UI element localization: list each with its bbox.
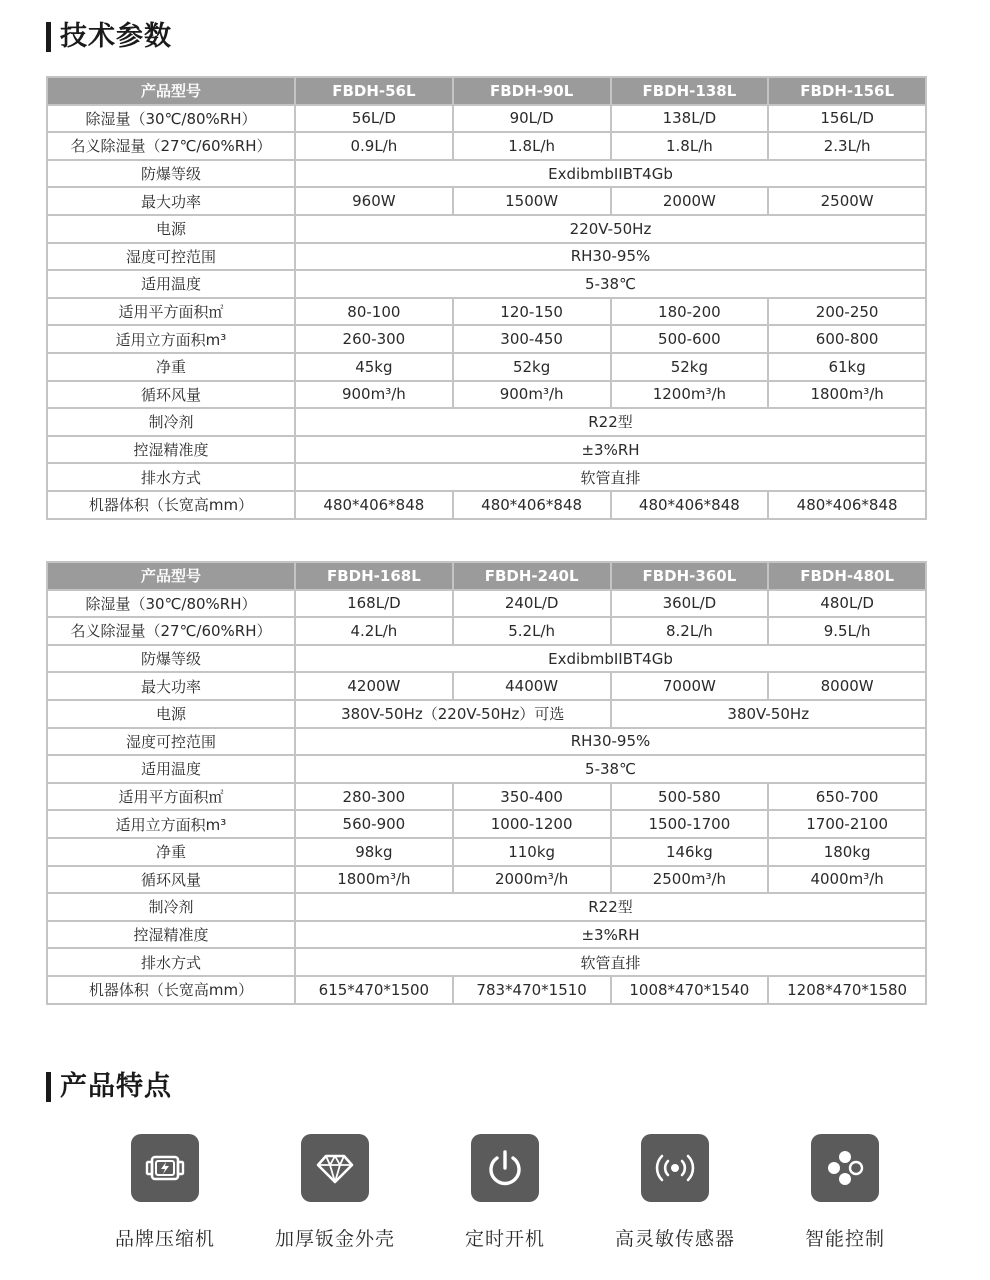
table-cell: 168L/D: [295, 590, 453, 618]
feature-item: [80, 1134, 250, 1251]
table-cell: 8000W: [768, 672, 926, 700]
table-cell: 560-900: [295, 810, 453, 838]
model-header-label: 产品型号: [47, 562, 295, 590]
table-cell: 45kg: [295, 353, 453, 381]
row-label: 净重: [47, 838, 295, 866]
model-header-label: 产品型号: [47, 77, 295, 105]
table-row: [47, 617, 926, 645]
table-cell: 1500W: [453, 187, 611, 215]
table-cell: 1000-1200: [453, 810, 611, 838]
sensor-icon: [641, 1134, 709, 1202]
model-name: FBDH-156L: [768, 77, 926, 105]
table-cell: 4200W: [295, 672, 453, 700]
table-row: [47, 755, 926, 783]
table-cell: 500-580: [611, 783, 769, 811]
table-cell: 2000W: [611, 187, 769, 215]
table-row: [47, 215, 926, 243]
table-row: [47, 270, 926, 298]
table-row: [47, 105, 926, 133]
table-cell: 138L/D: [611, 105, 769, 133]
table-row: [47, 353, 926, 381]
model-name: FBDH-240L: [453, 562, 611, 590]
row-label: 排水方式: [47, 948, 295, 976]
features-section-title: 产品特点: [46, 1072, 172, 1102]
table-cell: 783*470*1510: [453, 976, 611, 1004]
table-cell: 1800m³/h: [768, 381, 926, 409]
table-cell: 500-600: [611, 325, 769, 353]
row-label: 名义除湿量（27℃/60%RH）: [47, 132, 295, 160]
row-label: 防爆等级: [47, 160, 295, 188]
row-label: 制冷剂: [47, 408, 295, 436]
table-row: [47, 838, 926, 866]
table-cell: 1200m³/h: [611, 381, 769, 409]
table-row: [47, 381, 926, 409]
row-label: 电源: [47, 215, 295, 243]
merged-cell: ±3%RH: [295, 436, 926, 464]
table-cell: 1008*470*1540: [611, 976, 769, 1004]
table-cell: 61kg: [768, 353, 926, 381]
table-cell: 0.9L/h: [295, 132, 453, 160]
table-cell: 260-300: [295, 325, 453, 353]
row-label: 湿度可控范围: [47, 728, 295, 756]
feature-label: 加厚钣金外壳: [274, 1228, 395, 1250]
table-cell: 480L/D: [768, 590, 926, 618]
table-cell: 4000m³/h: [768, 866, 926, 894]
table-cell: 1.8L/h: [611, 132, 769, 160]
table-cell: 200-250: [768, 298, 926, 326]
table-cell: 80-100: [295, 298, 453, 326]
table-cell: 600-800: [768, 325, 926, 353]
model-name: FBDH-90L: [453, 77, 611, 105]
table-cell: 1.8L/h: [453, 132, 611, 160]
spec-table-1: [46, 76, 927, 520]
table-cell: 146kg: [611, 838, 769, 866]
table-cell: 240L/D: [453, 590, 611, 618]
table-row: [47, 783, 926, 811]
table-cell: 2000m³/h: [453, 866, 611, 894]
table-row: [47, 187, 926, 215]
model-name: FBDH-360L: [611, 562, 769, 590]
table-cell: 7000W: [611, 672, 769, 700]
row-label: 净重: [47, 353, 295, 381]
table-row: [47, 893, 926, 921]
table-cell: 480*406*848: [453, 491, 611, 519]
row-label: 适用温度: [47, 755, 295, 783]
diamond-icon: [301, 1134, 369, 1202]
table-cell: 5.2L/h: [453, 617, 611, 645]
table-cell: 2.3L/h: [768, 132, 926, 160]
merged-cell: RH30-95%: [295, 728, 926, 756]
table-row: [47, 132, 926, 160]
table-row: [47, 921, 926, 949]
table-cell: 90L/D: [453, 105, 611, 133]
feature-label: 智能控制: [804, 1228, 885, 1250]
row-label: 最大功率: [47, 672, 295, 700]
merged-cell: 220V-50Hz: [295, 215, 926, 243]
table-cell: 300-450: [453, 325, 611, 353]
row-label: 除湿量（30℃/80%RH）: [47, 105, 295, 133]
merged-cell: RH30-95%: [295, 243, 926, 271]
table-cell: 8.2L/h: [611, 617, 769, 645]
table-cell: 480*406*848: [611, 491, 769, 519]
table-row: [47, 436, 926, 464]
feature-label: 品牌压缩机: [114, 1228, 215, 1250]
table-cell: 56L/D: [295, 105, 453, 133]
table-header-row: [47, 562, 926, 590]
row-label: 适用立方面积m³: [47, 810, 295, 838]
table-cell: 120-150: [453, 298, 611, 326]
row-label: 排水方式: [47, 463, 295, 491]
table-cell: 4.2L/h: [295, 617, 453, 645]
table-cell: 156L/D: [768, 105, 926, 133]
table-cell: 4400W: [453, 672, 611, 700]
row-label: 循环风量: [47, 381, 295, 409]
feature-item: [250, 1134, 420, 1251]
feature-item: [420, 1134, 590, 1251]
table-row: [47, 645, 926, 673]
table-cell: 1500-1700: [611, 810, 769, 838]
table-row: [47, 728, 926, 756]
specs-section-title: 技术参数: [46, 22, 172, 52]
row-label: 制冷剂: [47, 893, 295, 921]
table-cell: 180kg: [768, 838, 926, 866]
table-row: [47, 160, 926, 188]
half-cell: 380V-50Hz: [611, 700, 927, 728]
row-label: 机器体积（长宽高mm）: [47, 491, 295, 519]
table-row: [47, 243, 926, 271]
table-row: [47, 948, 926, 976]
row-label: 机器体积（长宽高mm）: [47, 976, 295, 1004]
table-cell: 98kg: [295, 838, 453, 866]
half-cell: 380V-50Hz（220V-50Hz）可选: [295, 700, 611, 728]
row-label: 控湿精准度: [47, 921, 295, 949]
table-cell: 615*470*1500: [295, 976, 453, 1004]
table-row: [47, 590, 926, 618]
merged-cell: 5-38℃: [295, 270, 926, 298]
table-cell: 180-200: [611, 298, 769, 326]
table-row: [47, 298, 926, 326]
table-cell: 480*406*848: [768, 491, 926, 519]
table-cell: 480*406*848: [295, 491, 453, 519]
table-cell: 360L/D: [611, 590, 769, 618]
row-label: 最大功率: [47, 187, 295, 215]
merged-cell: R22型: [295, 408, 926, 436]
table-row: [47, 463, 926, 491]
row-label: 控湿精准度: [47, 436, 295, 464]
merged-cell: 软管直排: [295, 463, 926, 491]
merged-cell: ExdibmbIIBT4Gb: [295, 160, 926, 188]
row-label: 适用平方面积㎡: [47, 783, 295, 811]
table-cell: 1800m³/h: [295, 866, 453, 894]
merged-cell: ExdibmbIIBT4Gb: [295, 645, 926, 673]
table-row: [47, 408, 926, 436]
merged-cell: ±3%RH: [295, 921, 926, 949]
feature-label: 高灵敏传感器: [614, 1228, 735, 1250]
table-header-row: [47, 77, 926, 105]
row-label: 防爆等级: [47, 645, 295, 673]
merged-cell: 软管直排: [295, 948, 926, 976]
merged-cell: 5-38℃: [295, 755, 926, 783]
feature-item: [760, 1134, 930, 1251]
table-cell: 650-700: [768, 783, 926, 811]
power-icon: [471, 1134, 539, 1202]
row-label: 名义除湿量（27℃/60%RH）: [47, 617, 295, 645]
compressor-icon: [131, 1134, 199, 1202]
table-cell: 1700-2100: [768, 810, 926, 838]
table-cell: 9.5L/h: [768, 617, 926, 645]
table-cell: 110kg: [453, 838, 611, 866]
merged-cell: R22型: [295, 893, 926, 921]
table-row: [47, 672, 926, 700]
row-label: 湿度可控范围: [47, 243, 295, 271]
smart-control-icon: [811, 1134, 879, 1202]
table-cell: 2500W: [768, 187, 926, 215]
row-label: 适用立方面积m³: [47, 325, 295, 353]
row-label: 适用温度: [47, 270, 295, 298]
row-label: 适用平方面积㎡: [47, 298, 295, 326]
table-row: [47, 976, 926, 1004]
table-row: [47, 866, 926, 894]
table-row: [47, 491, 926, 519]
table-cell: 350-400: [453, 783, 611, 811]
model-name: FBDH-168L: [295, 562, 453, 590]
feature-list: [80, 1134, 910, 1254]
table-cell: 1208*470*1580: [768, 976, 926, 1004]
spec-table-2: [46, 561, 927, 1005]
table-row: [47, 325, 926, 353]
table-cell: 52kg: [611, 353, 769, 381]
table-cell: 280-300: [295, 783, 453, 811]
table-cell: 900m³/h: [453, 381, 611, 409]
model-name: FBDH-56L: [295, 77, 453, 105]
row-label: 电源: [47, 700, 295, 728]
model-name: FBDH-480L: [768, 562, 926, 590]
row-label: 除湿量（30℃/80%RH）: [47, 590, 295, 618]
table-cell: 960W: [295, 187, 453, 215]
model-name: FBDH-138L: [611, 77, 769, 105]
table-cell: 900m³/h: [295, 381, 453, 409]
table-cell: 52kg: [453, 353, 611, 381]
table-cell: 2500m³/h: [611, 866, 769, 894]
table-row: [47, 810, 926, 838]
feature-label: 定时开机: [464, 1228, 545, 1250]
feature-item: [590, 1134, 760, 1251]
table-row: [47, 700, 926, 728]
row-label: 循环风量: [47, 866, 295, 894]
